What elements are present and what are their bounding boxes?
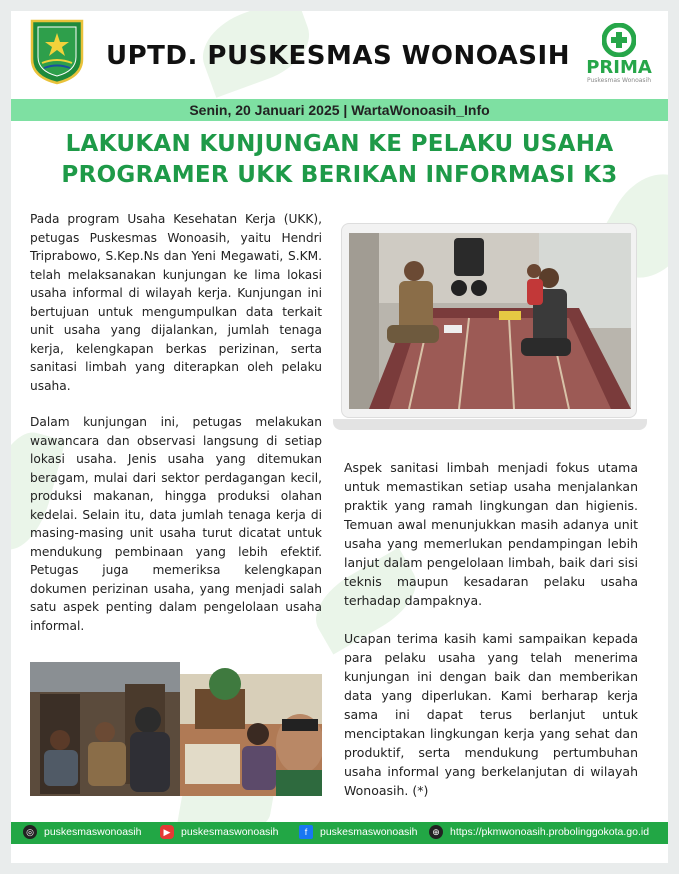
laptop-screen	[341, 223, 637, 418]
laptop-photo-frame	[341, 223, 641, 438]
headline-line-1: LAKUKAN KUNJUNGAN KE PELAKU USAHA	[65, 131, 614, 157]
footer-facebook[interactable]	[299, 825, 417, 839]
youtube-icon: ▶	[160, 825, 174, 839]
instagram-handle: puskesmaswonoasih	[44, 826, 142, 838]
dateline-bar: Senin, 20 Januari 2025 | WartaWonoasih_Info	[11, 99, 668, 121]
laptop-base	[333, 419, 647, 430]
instagram-icon: ◎	[23, 825, 37, 839]
headline-line-2: PROGRAMER UKK BERIKAN INFORMASI K3	[61, 162, 618, 188]
footer-youtube[interactable]	[160, 825, 278, 839]
district-emblem-icon	[30, 19, 84, 85]
prima-cross-icon	[602, 23, 636, 57]
footer-bar	[11, 822, 668, 844]
facebook-handle: puskesmaswonoasih	[320, 826, 418, 838]
headline	[31, 129, 648, 191]
article-paragraph: Dalam kunjungan ini, petugas melakukan wawancara dan observasi langsung di setiap lokasi usaha. Jenis usaha yang ditemukan beragam, mulai dari sektor perdagangan kecil, produksi makanan, hingga produksi olahan kedelai. Selain itu, data jumlah tenaga kerja di masing-masing unit usaha turut dicatat untuk mendukung pembinaan yang lebih efektif. Petugas juga memeriksa kelengkapan dokumen perizinan usaha, yang menjadi salah satu aspek penting dalam pengelolaan usaha informal.	[30, 415, 322, 633]
brand-word: PRIMA	[586, 57, 652, 78]
footer-website[interactable]	[429, 825, 649, 839]
header	[11, 11, 668, 97]
article-paragraph: Aspek sanitasi limbah menjadi fokus utama untuk memastikan setiap usaha menjalankan praktik yang ramah lingkungan dan higienis. Temuan awal menunjukkan masih adanya unit usaha yang memerlukan pendampingan lebih lanjut dalam pengelolaan limbah, baik dari sisi teknis maupun kesadaran pelaku usaha terhadap dampaknya.	[344, 460, 638, 608]
photo-collage	[30, 644, 322, 796]
website-url: https://pkmwonoasih.probolinggokota.go.id	[450, 826, 650, 838]
footer-instagram[interactable]	[23, 825, 141, 839]
article-paragraph: Pada program Usaha Kesehatan Kerja (UKK), petugas Puskesmas Wonoasih, yaitu Hendri Triprabowo, S.Kep.Ns dan Yeni Megawati, S.KM. telah melaksanakan kunjungan ke lima lokasi usaha informal di wilayah kerja. Kunjungan ini bertujuan untuk mengumpulkan data terkait unit usaha yang dijalankan, jumlah tenaga kerja, kelengkapan berkas perizinan, serta sanitasi limbah yang diterapkan oleh pelaku usaha.	[30, 212, 322, 393]
article-paragraph: Ucapan terima kasih kami sampaikan kepada para pelaku usaha yang telah menerima kunjungan ini dengan baik dan memberikan data yang diperlukan. Kami berharap kerja sama ini dapat terus berlanjut untuk menciptakan lingkungan kerja yang sehat dan produktif, serta mendukung pertumbuhan usaha informal yang berkelanjutan di wilayah Wonoasih. (*)	[344, 631, 638, 798]
visit-photo	[349, 233, 631, 409]
facebook-icon: f	[299, 825, 313, 839]
article-left-column	[30, 210, 322, 653]
brand-subtitle: Puskesmas Wonoasih	[586, 77, 652, 84]
youtube-handle: puskesmaswonoasih	[181, 826, 279, 838]
prima-logo	[577, 23, 661, 95]
globe-icon: ⊕	[429, 825, 443, 839]
article-right-column	[344, 458, 638, 819]
newsletter-page	[11, 11, 668, 863]
page-title: UPTD. PUSKESMAS WONOASIH	[106, 41, 570, 71]
